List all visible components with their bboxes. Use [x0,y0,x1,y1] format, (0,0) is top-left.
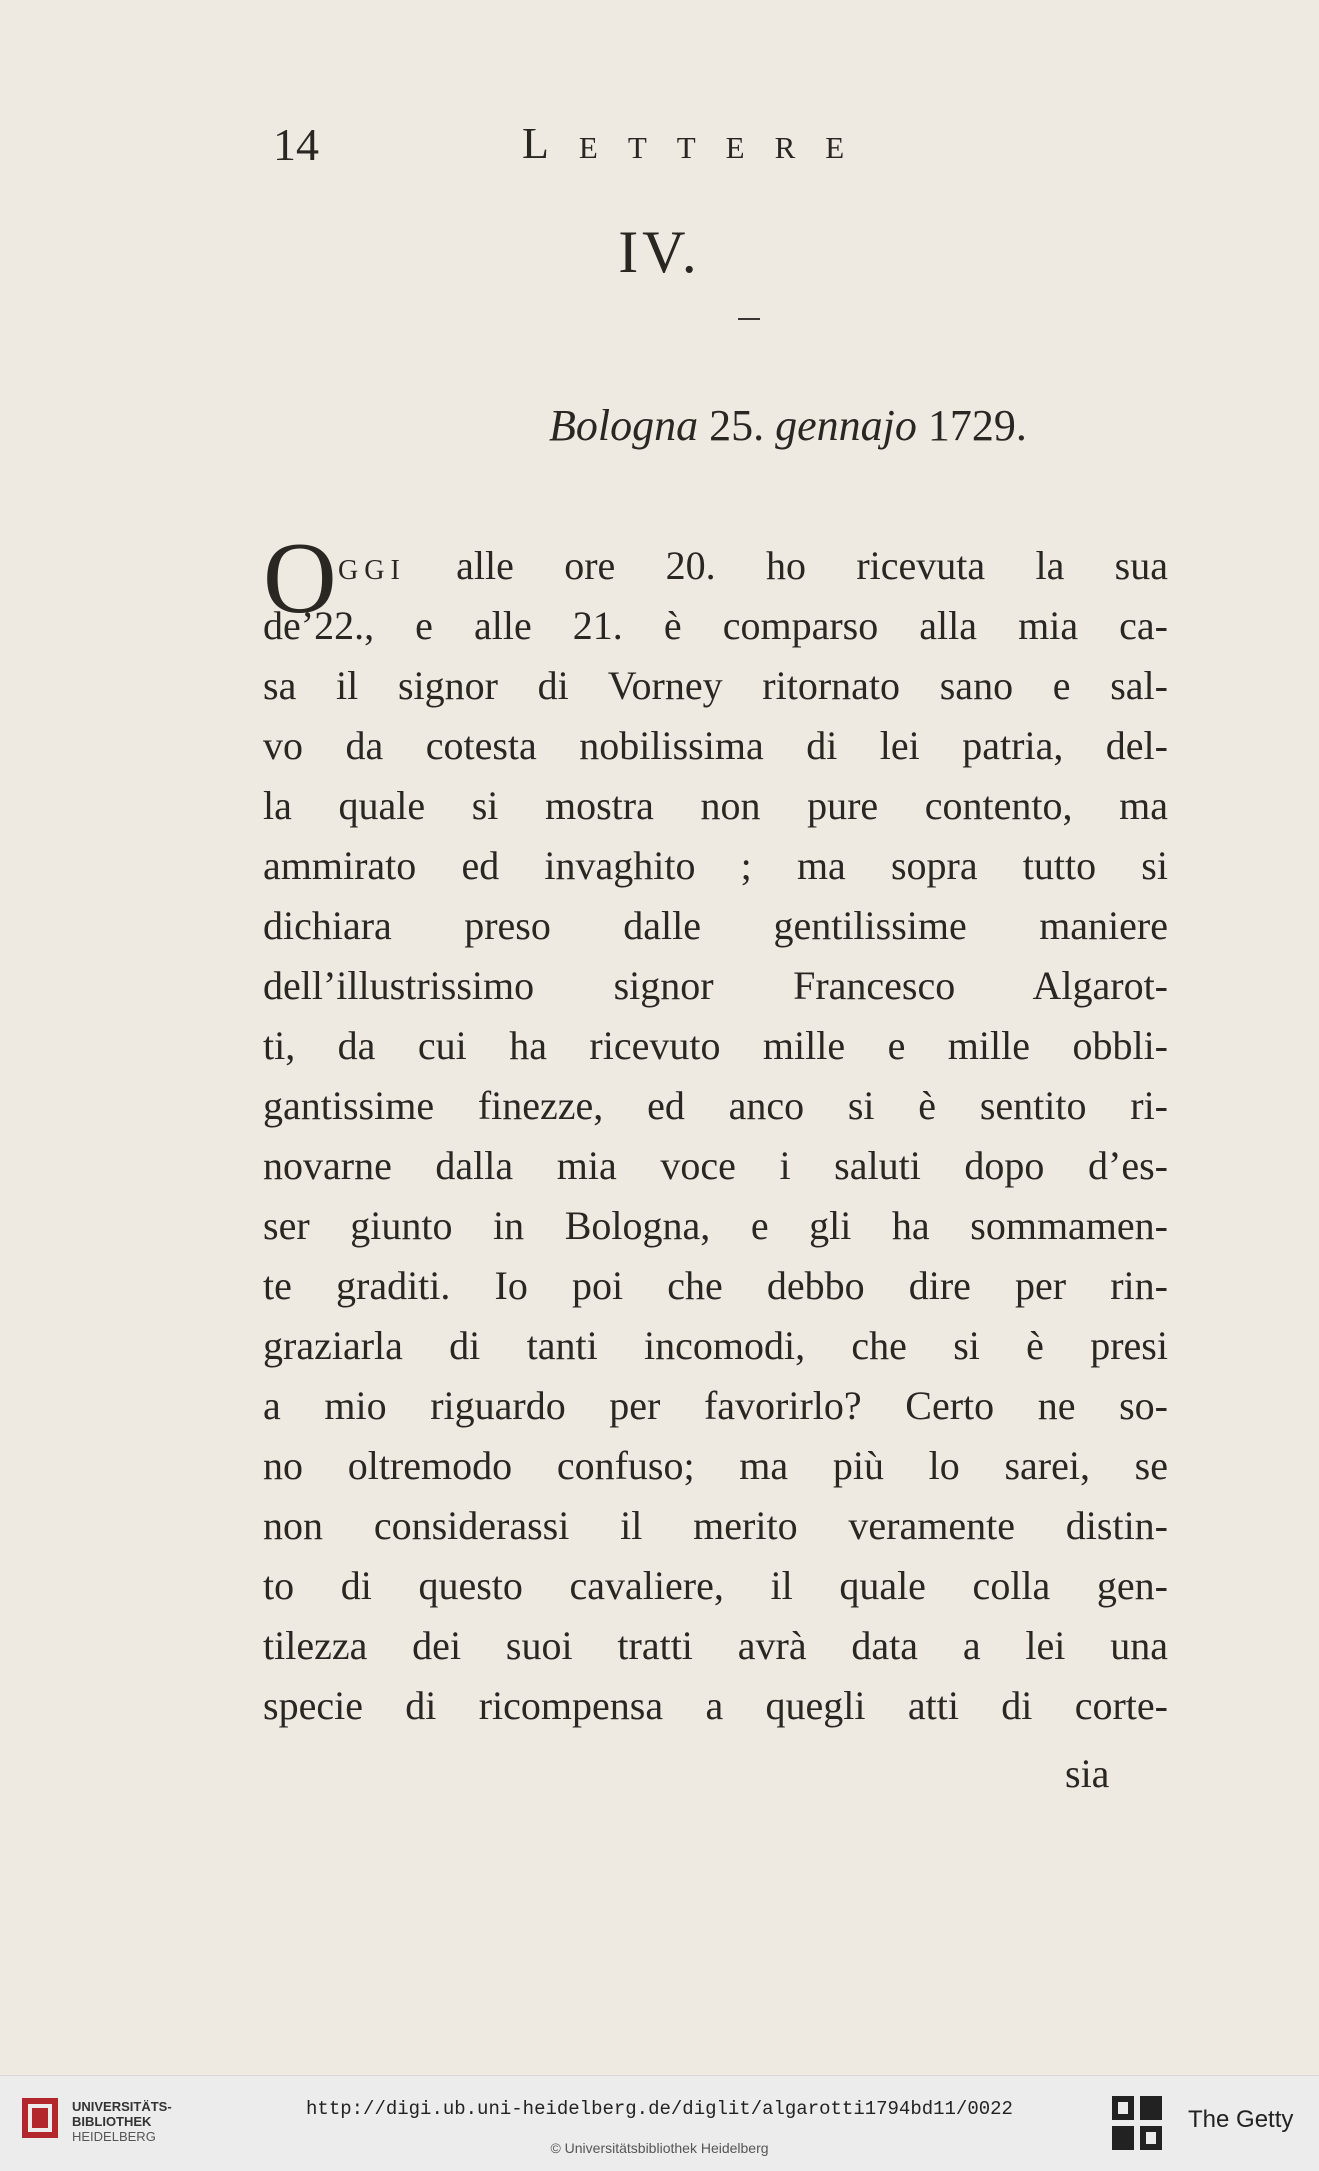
copyright-notice: © Universitätsbibliothek Heidelberg [550,2140,769,2156]
dateline-year: 1729. [927,401,1027,450]
text-line-first [263,536,1168,596]
text-line: ser giunto in Bologna, e gli ha sommamen- [263,1203,1168,1248]
permalink-url[interactable]: http://digi.ub.uni-heidelberg.de/diglit/algarotti1794bd11/0022 [306,2098,1013,2120]
text-line: no oltremodo confuso; ma più lo sarei, se [263,1443,1168,1488]
text-line: sa il signor di Vorney ritornato sano e sal- [263,663,1168,708]
library-name-line-2: BIBLIOTHEK [72,2114,152,2129]
text-line: graziarla di tanti incomodi, che si è presi [263,1323,1168,1368]
text-line: dell’illustrissimo signor Francesco Algarot- [263,963,1168,1008]
text-line: vo da cotesta nobilissima di lei patria, del- [263,723,1168,768]
text-line: gantissime finezze, ed anco si è sentito ri- [263,1083,1168,1128]
text-line: to di questo cavaliere, il quale colla gen- [263,1563,1168,1608]
text-line: dichiara preso dalle gentilissime maniere [263,903,1168,948]
first-word-rest: ggi [338,543,406,588]
sponsor-name: The Getty [1188,2106,1294,2133]
digitization-footer [0,2075,1319,2171]
text-line: specie di ricompensa a quegli atti di corte- [263,1683,1168,1728]
dateline-place: Bologna [549,401,699,450]
text-line: de’22., e alle 21. è comparso alla mia ca- [263,603,1168,648]
text-line: ti, da cui ha ricevuto mille e mille obbli- [263,1023,1168,1068]
getty-logo-icon [1110,2094,1164,2152]
page-header [0,118,1319,178]
catchword: sia [1065,1751,1110,1796]
dateline-day: 25. [709,401,765,450]
text-line: la quale si mostra non pure contento, ma [263,783,1168,828]
text-line: alle ore 20. ho ricevuta la sua [456,543,1169,588]
ornament-dash [738,318,760,320]
library-name-line-1: UNIVERSITÄTS- [72,2099,172,2114]
text-line: te graditi. Io poi che debbo dire per rin- [263,1263,1168,1308]
dateline [549,400,1027,451]
letter-number: IV. [618,219,701,285]
text-line: a mio riguardo per favorirlo? Certo ne so- [263,1383,1168,1428]
letter-body [263,522,1169,1736]
drop-cap: O [263,522,337,635]
text-line: non considerassi il merito veramente distin- [263,1503,1168,1548]
page-number: 14 [273,119,319,170]
running-title: Lettere [522,119,875,168]
dateline-month: gennajo [775,401,917,450]
library-city: HEIDELBERG [72,2129,156,2144]
text-line: ammirato ed invaghito ; ma sopra tutto si [263,843,1168,888]
text-line: tilezza dei suoi tratti avrà data a lei una [263,1623,1168,1668]
text-line: novarne dalla mia voce i saluti dopo d’es- [263,1143,1168,1188]
